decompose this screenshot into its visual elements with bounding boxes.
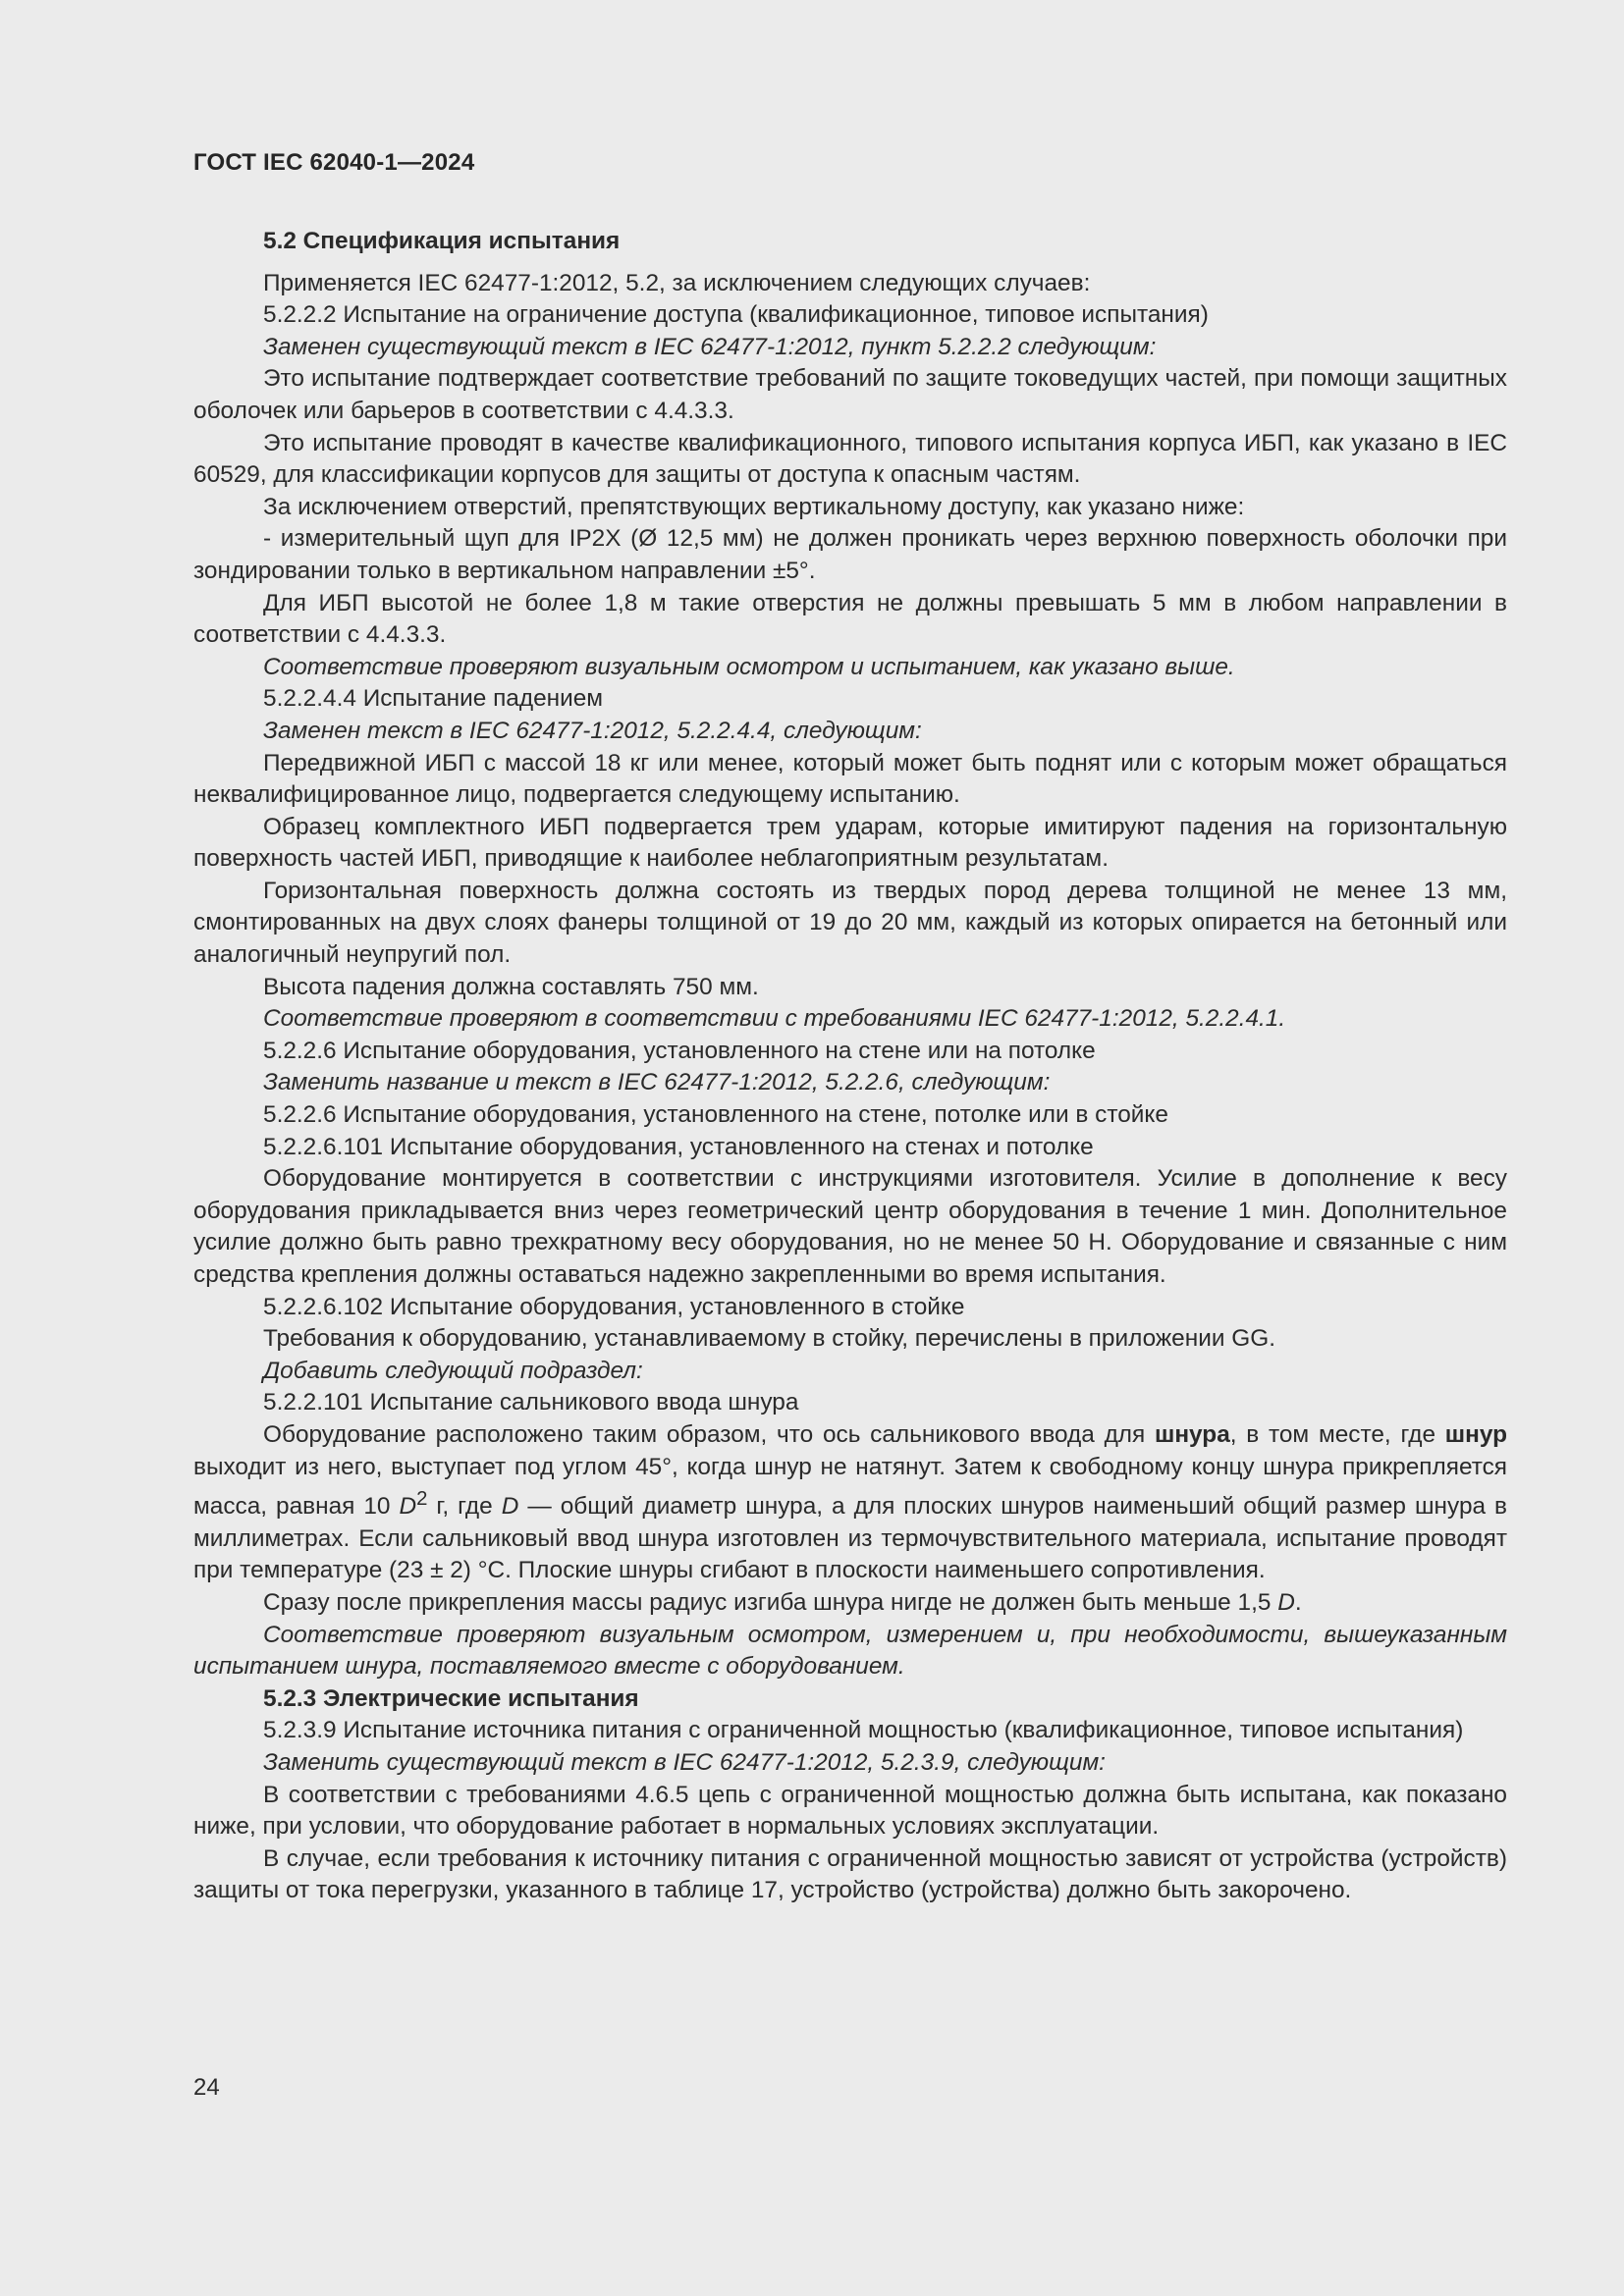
subsection-heading: 5.2.3 Электрические испытания: [263, 1684, 639, 1712]
section-heading: 5.2 Спецификация испытания: [263, 228, 621, 254]
document-body: [193, 226, 1507, 1907]
paragraph: Соответствие проверяют в соответствии с требованиями IEC 62477-1:2012, 5.2.2.4.1.: [263, 1005, 1286, 1033]
paragraph: Заменен текст в IEC 62477-1:2012, 5.2.2.4.4, следующим:: [263, 717, 922, 744]
paragraph: 5.2.3.9 Испытание источника питания с ограниченной мощностью (квалификационное, типовое испытания): [263, 1717, 1464, 1744]
paragraph: 5.2.2.4.4 Испытание падением: [263, 685, 604, 713]
paragraph: В соответствии с требованиями 4.6.5 цепь с ограниченной мощностью должна быть испытана, как показано ниже, при условии, что оборудование работает в нормальных условиях эксплуатации.: [193, 1781, 1507, 1841]
paragraph: Это испытание подтверждает соответствие требований по защите токоведущих частей, при помощи защитных оболочек или барьеров в соответствии с 4.4.3.3.: [193, 365, 1507, 424]
paragraph: Это испытание проводят в качестве квалификационного, типового испытания корпуса ИБП, как указано в IEC 60529, для классификации корпусов для защиты от доступа к опасным частям.: [193, 429, 1507, 489]
paragraph: В случае, если требования к источнику питания с ограниченной мощностью зависят от устройства (устройств) защиты от тока перегрузки, указанного в таблице 17, устройство (устройства) должно быть закорочено.: [193, 1844, 1507, 1904]
paragraph: Горизонтальная поверхность должна состоять из твердых пород дерева толщиной не менее 13 мм, смонтированных на двух слоях фанеры толщиной от 19 до 20 мм, каждый из которых опирается на бетонный или аналогичный неупругий пол.: [193, 877, 1507, 969]
paragraph: Заменить название и текст в IEC 62477-1:2012, 5.2.2.6, следующим:: [263, 1069, 1051, 1096]
paragraph: Для ИБП высотой не более 1,8 м такие отверстия не должны превышать 5 мм в любом направлении в соответствии с 4.4.3.3.: [193, 589, 1507, 649]
paragraph: 5.2.2.2 Испытание на ограничение доступа (квалификационное, типовое испытания): [263, 301, 1209, 329]
paragraph: 5.2.2.6 Испытание оборудования, установленного на стене, потолке или в стойке: [263, 1101, 1168, 1129]
paragraph: 5.2.2.6.101 Испытание оборудования, установленного на стенах и потолке: [263, 1133, 1094, 1160]
paragraph: Добавить следующий подраздел:: [263, 1357, 643, 1384]
paragraph: Передвижной ИБП с массой 18 кг или менее, который может быть поднят или с которым может обращаться неквалифицированное лицо, подвергается следующему испытанию.: [193, 749, 1507, 809]
paragraph: Образец комплектного ИБП подвергается трем ударам, которые имитируют падения на горизонтальную поверхность частей ИБП, приводящие к наиболее неблагоприятным результатам.: [193, 813, 1507, 873]
paragraph: За исключением отверстий, препятствующих вертикальному доступу, как указано ниже:: [263, 493, 1245, 520]
page-number: 24: [193, 2074, 220, 2101]
paragraph: Заменен существующий текст в IEC 62477-1:2012, пункт 5.2.2.2 следующим:: [263, 333, 1157, 360]
paragraph: Заменить существующий текст в IEC 62477-1:2012, 5.2.3.9, следующим:: [263, 1749, 1106, 1777]
paragraph: 5.2.2.6.102 Испытание оборудования, установленного в стойке: [263, 1293, 965, 1320]
paragraph: 5.2.2.6 Испытание оборудования, установленного на стене или на потолке: [263, 1037, 1096, 1064]
paragraph: Соответствие проверяют визуальным осмотром, измерением и, при необходимости, вышеуказанным испытанием шнура, поставляемого вместе с оборудованием.: [193, 1621, 1507, 1681]
document-header: ГОСТ IEC 62040-1—2024: [193, 149, 475, 176]
paragraph: Требования к оборудованию, устанавливаемому в стойку, перечислены в приложении GG.: [263, 1325, 1275, 1353]
paragraph: Высота падения должна составлять 750 мм.: [263, 973, 759, 1000]
paragraph: Сразу после прикрепления массы радиус изгиба шнура нигде не должен быть меньше 1,5 D.: [263, 1589, 1302, 1617]
paragraph: Оборудование монтируется в соответствии с инструкциями изготовителя. Усилие в дополнение к весу оборудования прикладывается вниз через геометрический центр оборудования в течение 1 мин. Дополнительное усилие должно быть равно трехкратному весу оборудования, но не менее 50 Н. Оборудование и связанные с ним средства крепления должны оставаться надежно закрепленными во время испытания.: [193, 1165, 1507, 1288]
paragraph: Применяется IEC 62477-1:2012, 5.2, за исключением следующих случаев:: [263, 269, 1091, 296]
paragraph: Соответствие проверяют визуальным осмотром и испытанием, как указано выше.: [263, 653, 1235, 680]
paragraph: Оборудование расположено таким образом, что ось сальникового ввода для шнура, в том месте, где шнур выходит из него, выступает под углом 45°, когда шнур не натянут. Затем к свободному концу шнура прикрепляется масса, равная 10 $D^2$ г, где D — общий диаметр шнура, а для плоских шнуров наименьший общий размер шнура в миллиметрах. Если сальниковый ввод шнура изготовлен из термочувствительного материала, испытание проводят при температуре (23 ± 2) °C. Плоские шнуры сгибают в плоскости наименьшего сопротивления.: [193, 1420, 1508, 1584]
paragraph: - измерительный щуп для IP2X (Ø 12,5 мм) не должен проникать через верхнюю поверхность оболочки при зондировании только в вертикальном направлении ±5°.: [193, 525, 1507, 584]
paragraph: 5.2.2.101 Испытание сальникового ввода шнура: [263, 1389, 799, 1416]
